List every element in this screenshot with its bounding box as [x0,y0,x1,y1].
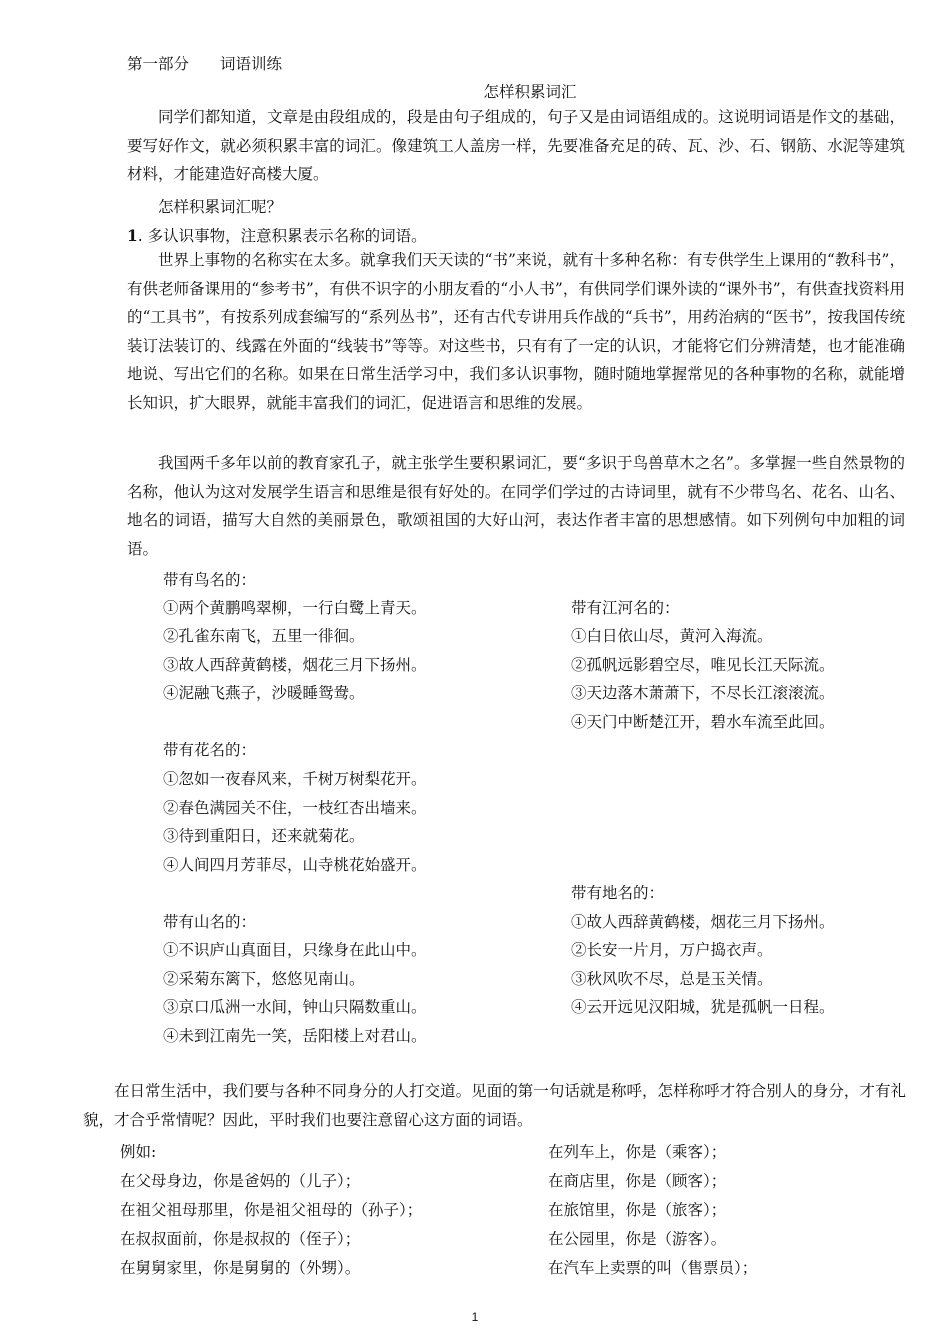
books-paragraph: 世界上事物的名称实在太多。就拿我们天天读的“书”来说，就有十多种名称：有专供学生上课用的“教科书”，有供老师备课用的“参考书”，有供不识字的小朋友看的“小人书”，有供同学们课外读的“课外书”，有供查找资料用的“工具书”，有按系列成套编写的“系列丛书”，还有古代专讲用兵作战的“兵书”，用药治病的“医书”，按我国传统装订法装订的、线露在外面的“线装书”等等。对这些书，只有有了一定的认识，才能将它们分辨清楚，也才能准确地说、写出它们的名称。如果在日常生活学习中，我们多认识事物，随时随地掌握常见的各种事物的名称，就能增长知识，扩大眼界，就能丰富我们的词汇，促进语言和思维的发展。 [127,251,905,412]
example-left: 在舅舅家里，你是舅舅的（外甥）。 [120,1259,361,1277]
rivers-item: ④天门中断楚江开，碧水车流至此回。 [571,713,835,731]
example-left: 在父母身边，你是爸妈的（儿子）； [120,1172,361,1190]
mountains-item: ④未到江南先一笑，岳阳楼上对君山。 [163,1027,427,1045]
flowers-group-label: 带有花名的： [163,741,257,759]
places-item: ①故人西辞黄鹤楼，烟花三月下扬州。 [571,913,835,931]
section-header [127,52,308,74]
example-right: 在商店里，你是（顾客）； [548,1172,727,1190]
example-right: 在汽车上卖票的叫（售票员）； [548,1259,758,1277]
section-label: 词语训练 [219,55,282,73]
places-item: ④云开远见汉阳城，犹是孤帆一日程。 [571,998,835,1016]
birds-item: ①两个黄鹏鸣翠柳，一行白鹭上青天。 [163,599,427,617]
example-left: 例如: [120,1143,157,1161]
flowers-item: ④人间四月芳菲尽，山寺桃花始盛开。 [163,856,427,874]
flowers-item: ②春色满园关不住，一枝红杏出墙来。 [163,799,427,817]
places-group-label: 带有地名的： [571,884,665,902]
example-right: 在列车上，你是（乘客）； [548,1143,727,1161]
places-item: ②长安一片月，万户捣衣声。 [571,941,773,959]
intro-paragraph: 同学们都知道，文章是由段组成的，段是由句子组成的，句子又是由词语组成的。这说明词语是作文的基础，要写好作文，就必须积累丰富的词汇。像建筑工人盖房一样，先要准备充足的砖、瓦、沙、石、钢筋、水泥等建筑材料，才能建造好高楼大厦。 [127,108,905,184]
flowers-item: ③待到重阳日，还来就菊花。 [163,827,365,845]
places-item: ③秋风吹不尽，总是玉关情。 [571,970,773,988]
rivers-item: ②孤帆远影碧空尽，唯见长江天际流。 [571,656,835,674]
example-left: 在祖父祖母那里，你是祖父祖母的（孙子）； [120,1201,423,1219]
flowers-item: ①忽如一夜春风来，千树万树梨花开。 [163,770,427,788]
point-1 [127,226,427,246]
example-right: 在旅馆里，你是（旅客）； [548,1201,727,1219]
birds-group-label: 带有鸟名的： [163,571,257,589]
birds-item: ②孔雀东南飞，五里一徘徊。 [163,627,365,645]
address-paragraph: 在日常生活中，我们要与各种不同身分的人打交道。见面的第一句话就是称呼，怎样称呼才符合别人的身分，才有礼貌，才合乎常情呢？因此，平时我们也要注意留心这方面的词语。 [83,1082,906,1129]
mountains-item: ③京口瓜洲一水间，钟山只隔数重山。 [163,998,427,1016]
mountains-item: ②采菊东篱下，悠悠见南山。 [163,970,365,988]
example-left: 在叔叔面前，你是叔叔的（侄子）； [120,1230,361,1248]
page-number: 1 [471,1310,479,1324]
question-line: 怎样积累词汇呢？ [158,198,283,216]
mountains-group-label: 带有山名的： [163,913,257,931]
page-title: 怎样积累词汇 [483,83,577,101]
confucius-paragraph: 我国两千多年以前的教育家孔子，就主张学生要积累词汇，要“多识于鸟兽草木之名”。多掌握一些自然景物的名称，他认为这对发展学生语言和思维是很有好处的。在同学们学过的古诗词里，就有不少带鸟名、花名、山名、地名的词语，描写大自然的美丽景色，歌颂祖国的大好山河，表达作者丰富的思想感情。如下列例句中加粗的词语。 [127,454,905,558]
rivers-item: ③天边落木萧萧下，不尽长江滚滚流。 [571,684,835,702]
rivers-item: ①白日依山尽，黄河入海流。 [571,627,773,645]
mountains-item: ①不识庐山真面目，只缘身在此山中。 [163,941,427,959]
example-right: 在公园里，你是（游客）。 [548,1230,727,1248]
point-1-text: . 多认识事物，注意积累表示名称的词语。 [137,227,427,245]
rivers-group-label: 带有江河名的： [571,599,680,617]
birds-item: ③故人西辞黄鹤楼，烟花三月下扬州。 [163,656,427,674]
birds-item: ④泥融飞燕子，沙暖睡鸳鸯。 [163,684,365,702]
part-label: 第一部分 [127,55,190,73]
point-1-number: 1 [127,226,138,245]
